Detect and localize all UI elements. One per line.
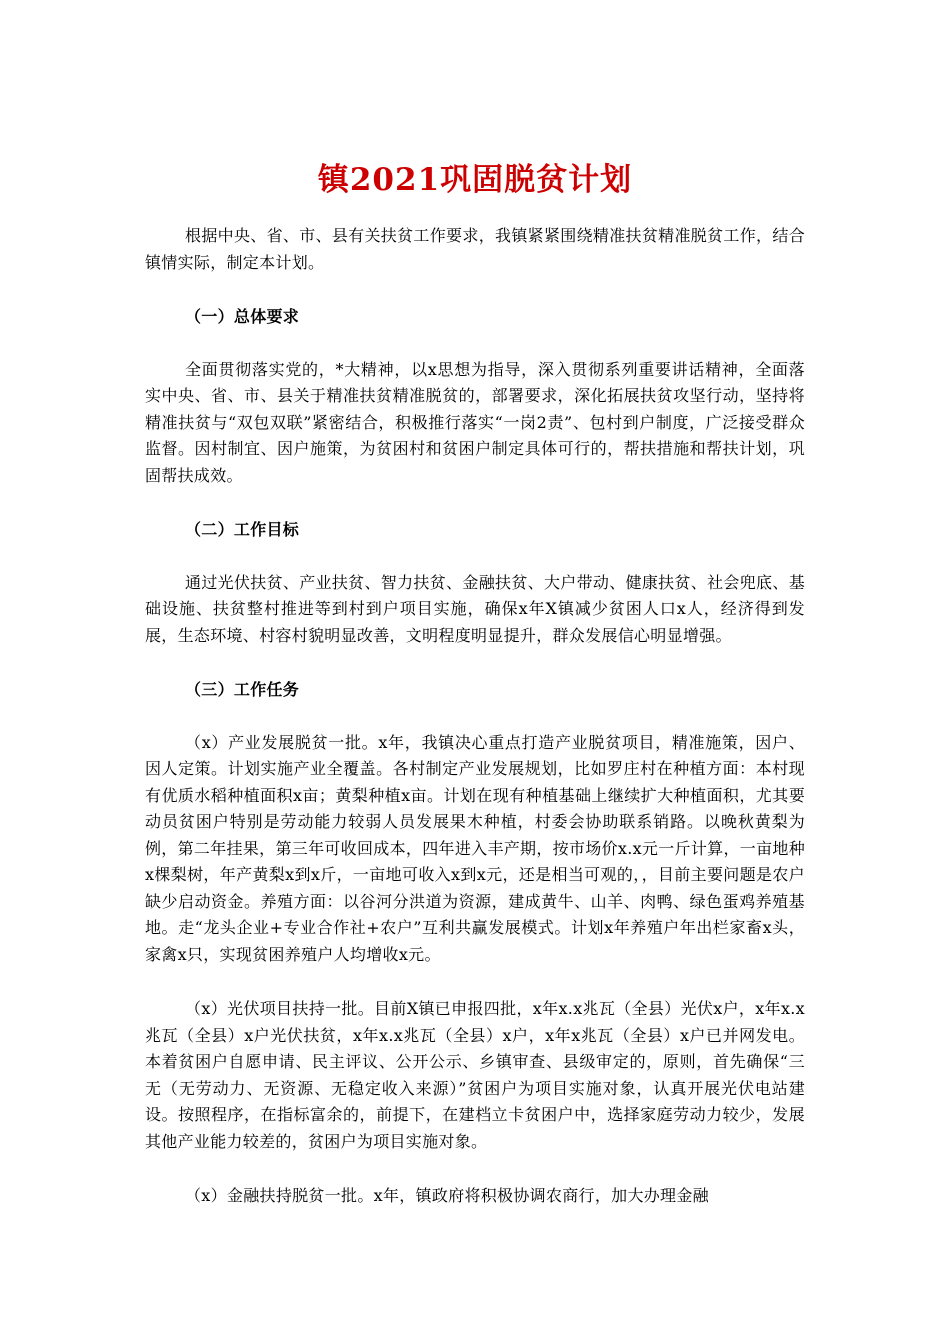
section-heading-general-requirements: （一）总体要求 bbox=[185, 307, 300, 326]
task-photovoltaic-paragraph: （x）光伏项目扶持一批。目前X镇已申报四批，x年x.x兆瓦（全县）光伏x户，x年x.x兆瓦（全县）x户光伏扶贫，x年x.x兆瓦（全县）x户，x年x兆瓦（全县）x户已并网发电。本着贫困户自愿申请、民主评议、公开公示、乡镇审查、县级审定的，原则，首先确保“三无（无劳动力、无资源、无稳定收入来源）”贫困户为项目实施对象，认真开展光伏电站建设。按照程序，在指标富余的，前提下，在建档立卡贫困户中，选择家庭劳动力较少，发展其他产业能力较差的，贫困户为项目实施对象。 bbox=[145, 999, 805, 1151]
section-heading-work-goals: （二）工作目标 bbox=[185, 520, 300, 539]
intro-paragraph: 根据中央、省、市、县有关扶贫工作要求，我镇紧紧围绕精准扶贫精准脱贫工作，结合镇情实际，制定本计划。 bbox=[145, 226, 805, 272]
section-heading-work-tasks: （三）工作任务 bbox=[185, 680, 300, 699]
general-requirements-paragraph: 全面贯彻落实党的，*大精神，以x思想为指导，深入贯彻系列重要讲话精神，全面落实中央、省、市、县关于精准扶贫精准脱贫的，部署要求，深化拓展扶贫攻坚行动，坚持将精准扶贫与“双包双联”紧密结合，积极推行落实“一岗2责”、包村到户制度，广泛接受群众监督。因村制宜、因户施策，为贫困村和贫困户制定具体可行的，帮扶措施和帮扶计划，巩固帮扶成效。 bbox=[145, 359, 805, 485]
work-goals-paragraph: 通过光伏扶贫、产业扶贫、智力扶贫、金融扶贫、大户带动、健康扶贫、社会兜底、基础设施、扶贫整村推进等到村到户项目实施，确保x年X镇减少贫困人口x人，经济得到发展，生态环境、村容村貌明显改善，文明程度明显提升，群众发展信心明显增强。 bbox=[145, 572, 805, 645]
task-industry-paragraph: （x）产业发展脱贫一批。x年，我镇决心重点打造产业脱贫项目，精准施策，因户、因人定策。计划实施产业全覆盖。各村制定产业发展规划，比如罗庄村在种植方面：本村现有优质水稻种植面积x亩；黄梨种植x亩。计划在现有种植基础上继续扩大种植面积，尤其要动员贫困户特别是劳动能力较弱人员发展果木种植，村委会协助联系销路。以晚秋黄梨为例，第二年挂果，第三年可收回成本，四年进入丰产期，按市场价x.x元一斤计算，一亩地种x棵梨树，年产黄梨x到x斤，一亩地可收入x到x元，还是相当可观的，，目前主要问题是农户缺少启动资金。养殖方面：以谷河分洪道为资源，建成黄牛、山羊、肉鸭、绿色蛋鸡养殖基地。走“龙头企业+专业合作社+农户”互利共赢发展模式。计划x年养殖户年出栏家畜x头，家禽x只，实现贫困养殖户人均增收x元。 bbox=[145, 732, 805, 964]
task-finance-paragraph: （x）金融扶持脱贫一批。x年，镇政府将积极协调农商行，加大办理金融 bbox=[185, 1186, 709, 1205]
document-title: 镇2021巩固脱贫计划 bbox=[317, 162, 633, 198]
document-body bbox=[145, 223, 805, 1210]
